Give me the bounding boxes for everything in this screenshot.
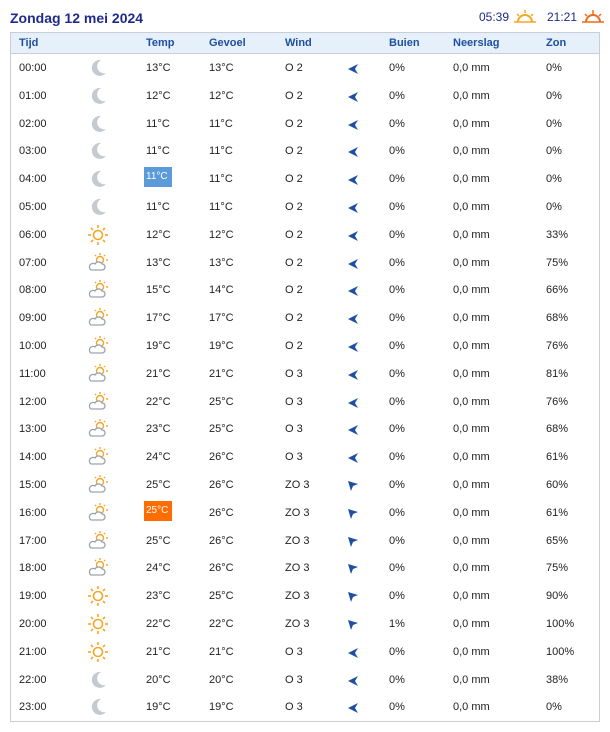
wind-cell: ZO 3 [285,618,310,630]
feel-cell: 19°C [209,701,234,714]
wind-cell: O 3 [285,423,303,436]
precip-cell: 0,0 mm [453,340,490,352]
partly-cloudy-icon [87,530,109,552]
sunset-time: 21:21 [547,10,578,24]
moon-icon [87,168,109,190]
wind-cell: ZO 3 [285,506,310,519]
table-row [11,554,599,582]
showers-cell: 0% [389,423,405,436]
sunset [547,10,606,24]
table-row [11,527,599,555]
wind-cell: ZO 3 [285,534,310,547]
wind-cell: O 3 [285,367,303,380]
showers-cell: 0% [389,562,405,575]
precip-cell: 0,0 mm [453,312,490,325]
time-cell: 23:00 [19,701,47,714]
showers-cell: 0% [389,89,405,102]
sun-cell: 81% [546,367,569,380]
moon-icon [87,196,109,218]
east-wind-icon [347,118,359,130]
temp-cell: 13°C [146,62,171,74]
southeast-wind-icon [347,562,359,574]
sun-cell: 68% [546,423,569,436]
partly-cloudy-icon [87,252,109,274]
precip-cell: 0,0 mm [453,89,490,102]
day-header [10,8,600,32]
table-row [11,693,599,721]
precip-cell: 0,0 mm [453,256,490,269]
table-row [11,471,599,499]
temp-cell: 24°C [146,451,171,464]
temp-cell: 15°C [146,284,171,297]
feel-cell: 20°C [209,673,234,686]
sun-cell: 90% [546,590,569,603]
wind-cell: O 3 [285,701,303,714]
time-cell: 09:00 [19,312,47,325]
showers-cell: 0% [389,284,405,297]
southeast-wind-icon [347,618,359,630]
east-wind-icon [347,312,359,324]
showers-cell: 0% [389,701,405,714]
time-cell: 10:00 [19,340,47,352]
sun-cell: 0% [546,701,562,714]
showers-cell: 1% [389,618,405,630]
east-wind-icon [347,257,359,269]
precip-cell: 0,0 mm [453,395,490,408]
sun-cell: 61% [546,506,569,519]
showers-cell: 0% [389,506,405,519]
feel-cell: 22°C [209,618,234,630]
time-cell: 08:00 [19,284,47,297]
partly-cloudy-icon [87,307,109,329]
table-row [11,388,599,416]
table-row [11,666,599,694]
east-wind-icon [347,368,359,380]
wind-cell: O 2 [285,312,303,325]
feel-cell: 21°C [209,645,234,658]
wind-cell: O 2 [285,117,303,130]
temp-cell: 20°C [146,673,171,686]
time-cell: 06:00 [19,228,47,241]
wind-cell: O 2 [285,201,303,213]
precip-cell: 0,0 mm [453,173,490,186]
sun-icon [87,641,109,663]
col-feel: Gevoel [209,37,246,49]
col-precip: Neerslag [453,37,500,49]
sun-cell: 76% [546,340,569,352]
temp-cell: 17°C [146,312,171,325]
east-wind-icon [347,340,359,352]
temp-cell: 23°C [146,590,171,603]
feel-cell: 26°C [209,479,234,491]
feel-cell: 11°C [209,145,233,158]
table-row [11,137,599,165]
showers-cell: 0% [389,145,405,158]
partly-cloudy-icon [87,279,109,301]
east-wind-icon [347,284,359,296]
precip-cell: 0,0 mm [453,367,490,380]
table-header [11,33,599,54]
feel-cell: 12°C [209,228,234,241]
temp-cell: 11°C [146,145,170,158]
east-wind-icon [347,701,359,713]
time-cell: 05:00 [19,201,47,213]
partly-cloudy-icon [87,557,109,579]
feel-cell: 17°C [209,312,234,325]
table-row [11,332,599,360]
east-wind-icon [347,201,359,213]
col-time: Tijd [19,37,39,49]
wind-cell: O 2 [285,145,303,158]
col-showers: Buien [389,37,420,49]
temp-cell: 25°C [146,479,171,491]
time-cell: 15:00 [19,479,47,491]
sun-icon [87,613,109,635]
sunrise [479,10,538,24]
showers-cell: 0% [389,340,405,352]
wind-cell: ZO 3 [285,562,310,575]
feel-cell: 14°C [209,284,234,297]
sun-cell: 66% [546,284,569,297]
showers-cell: 0% [389,312,405,325]
temp-cell: 19°C [146,701,171,714]
east-wind-icon [347,62,359,74]
table-row [11,610,599,638]
time-cell: 00:00 [19,62,47,74]
temp-cell: 22°C [146,618,171,630]
table-row [11,54,599,82]
sun-cell: 100% [546,618,575,630]
precip-cell: 0,0 mm [453,117,490,130]
sun-cell: 68% [546,312,569,325]
table-row [11,443,599,471]
showers-cell: 0% [389,173,405,186]
time-cell: 03:00 [19,145,47,158]
temp-cell: 22°C [146,395,171,408]
col-sun: Zon [546,37,567,49]
temp-cell: 12°C [146,89,171,102]
feel-cell: 11°C [209,117,233,130]
precip-cell: 0,0 mm [453,284,490,297]
east-wind-icon [347,90,359,102]
feel-cell: 26°C [209,506,234,519]
precip-cell: 0,0 mm [453,228,490,241]
table-row [11,82,599,110]
showers-cell: 0% [389,534,405,547]
sun-cell: 61% [546,451,569,464]
east-wind-icon [347,646,359,658]
temp-cell: 25°C [146,534,171,547]
partly-cloudy-icon [87,502,109,524]
precip-cell: 0,0 mm [453,479,490,491]
temp-cell: 23°C [146,423,171,436]
temp-cell: 24°C [146,562,171,575]
feel-cell: 26°C [209,534,234,547]
sun-cell: 33% [546,228,569,241]
wind-cell: O 2 [285,62,303,74]
showers-cell: 0% [389,201,405,213]
time-cell: 17:00 [19,534,47,547]
table-row [11,499,599,527]
showers-cell: 0% [389,367,405,380]
feel-cell: 25°C [209,590,234,603]
partly-cloudy-icon [87,391,109,413]
feel-cell: 19°C [209,340,234,352]
time-cell: 01:00 [19,89,47,102]
moon-icon [87,140,109,162]
temp-high-highlight: 25°C [144,501,172,521]
temp-low-highlight: 11°C [144,167,172,187]
precip-cell: 0,0 mm [453,534,490,547]
time-cell: 14:00 [19,451,47,464]
moon-icon [87,696,109,718]
southeast-wind-icon [347,507,359,519]
table-row [11,638,599,666]
east-wind-icon [347,674,359,686]
temp-cell: 19°C [146,340,171,352]
feel-cell: 11°C [209,201,233,213]
sun-cell: 0% [546,201,562,213]
east-wind-icon [347,423,359,435]
time-cell: 11:00 [19,367,46,380]
sun-icon [87,224,109,246]
hourly-forecast-table [10,32,600,722]
wind-cell: O 3 [285,395,303,408]
feel-cell: 12°C [209,89,234,102]
col-temp: Temp [146,37,175,49]
east-wind-icon [347,396,359,408]
feel-cell: 26°C [209,451,234,464]
partly-cloudy-icon [87,335,109,357]
feel-cell: 26°C [209,562,234,575]
time-cell: 02:00 [19,117,47,130]
showers-cell: 0% [389,673,405,686]
moon-icon [87,113,109,135]
precip-cell: 0,0 mm [453,201,490,213]
partly-cloudy-icon [87,363,109,385]
table-row [11,582,599,610]
showers-cell: 0% [389,451,405,464]
showers-cell: 0% [389,590,405,603]
time-cell: 19:00 [19,590,47,603]
temp-cell: 12°C [146,228,171,241]
time-cell: 13:00 [19,423,47,436]
east-wind-icon [347,173,359,185]
time-cell: 04:00 [19,173,47,186]
showers-cell: 0% [389,479,405,491]
sun-cell: 65% [546,534,569,547]
showers-cell: 0% [389,228,405,241]
time-cell: 20:00 [19,618,47,630]
precip-cell: 0,0 mm [453,423,490,436]
sun-cell: 75% [546,256,569,269]
time-cell: 21:00 [19,645,47,658]
moon-icon [87,669,109,691]
table-row [11,193,599,221]
showers-cell: 0% [389,117,405,130]
table-row [11,249,599,277]
moon-icon [87,85,109,107]
sun-icon [87,585,109,607]
southeast-wind-icon [347,479,359,491]
wind-cell: O 2 [285,340,303,352]
precip-cell: 0,0 mm [453,451,490,464]
sunrise-icon [512,10,538,24]
partly-cloudy-icon [87,446,109,468]
sun-cell: 100% [546,645,575,658]
wind-cell: O 2 [285,284,303,297]
feel-cell: 11°C [209,173,233,186]
time-cell: 07:00 [19,256,47,269]
precip-cell: 0,0 mm [453,645,490,658]
wind-cell: O 2 [285,173,303,186]
temp-cell: 11°C [146,201,170,213]
wind-cell: O 3 [285,645,303,658]
partly-cloudy-icon [87,474,109,496]
showers-cell: 0% [389,62,405,74]
wind-cell: O 2 [285,256,303,269]
wind-cell: ZO 3 [285,479,310,491]
table-row [11,110,599,138]
sun-cell: 75% [546,562,569,575]
east-wind-icon [347,229,359,241]
feel-cell: 13°C [209,256,234,269]
table-row [11,276,599,304]
day-title: Zondag 12 mei 2024 [10,10,144,26]
showers-cell: 0% [389,395,405,408]
showers-cell: 0% [389,645,405,658]
time-cell: 22:00 [19,673,47,686]
wind-cell: O 2 [285,228,303,241]
table-row [11,304,599,332]
feel-cell: 13°C [209,62,234,74]
table-row [11,360,599,388]
wind-cell: O 3 [285,451,303,464]
table-row [11,415,599,443]
sun-cell: 0% [546,173,562,186]
wind-cell: ZO 3 [285,590,310,603]
precip-cell: 0,0 mm [453,590,490,603]
precip-cell: 0,0 mm [453,618,490,630]
time-cell: 16:00 [19,506,47,519]
precip-cell: 0,0 mm [453,562,490,575]
sun-cell: 0% [546,89,562,102]
showers-cell: 0% [389,256,405,269]
wind-cell: O 2 [285,89,303,102]
wind-cell: O 3 [285,673,303,686]
feel-cell: 25°C [209,395,234,408]
temp-cell: 13°C [146,256,171,269]
southeast-wind-icon [347,590,359,602]
precip-cell: 0,0 mm [453,506,490,519]
precip-cell: 0,0 mm [453,62,490,74]
sun-cell: 0% [546,62,562,74]
sun-cell: 76% [546,395,569,408]
feel-cell: 21°C [209,367,234,380]
sun-cell: 0% [546,145,562,158]
southeast-wind-icon [347,535,359,547]
partly-cloudy-icon [87,418,109,440]
table-row [11,221,599,249]
east-wind-icon [347,451,359,463]
feel-cell: 25°C [209,423,234,436]
moon-icon [87,57,109,79]
temp-cell: 11°C [146,117,170,130]
sunset-icon [580,10,606,24]
temp-cell: 21°C [146,367,171,380]
time-cell: 18:00 [19,562,47,575]
precip-cell: 0,0 mm [453,701,490,714]
col-wind: Wind [285,37,312,49]
table-row [11,165,599,193]
precip-cell: 0,0 mm [453,145,490,158]
east-wind-icon [347,145,359,157]
time-cell: 12:00 [19,395,47,408]
sunrise-time: 05:39 [479,10,510,24]
sun-cell: 0% [546,117,562,130]
sun-cell: 60% [546,479,569,491]
precip-cell: 0,0 mm [453,673,490,686]
temp-cell: 21°C [146,645,171,658]
sun-cell: 38% [546,673,569,686]
